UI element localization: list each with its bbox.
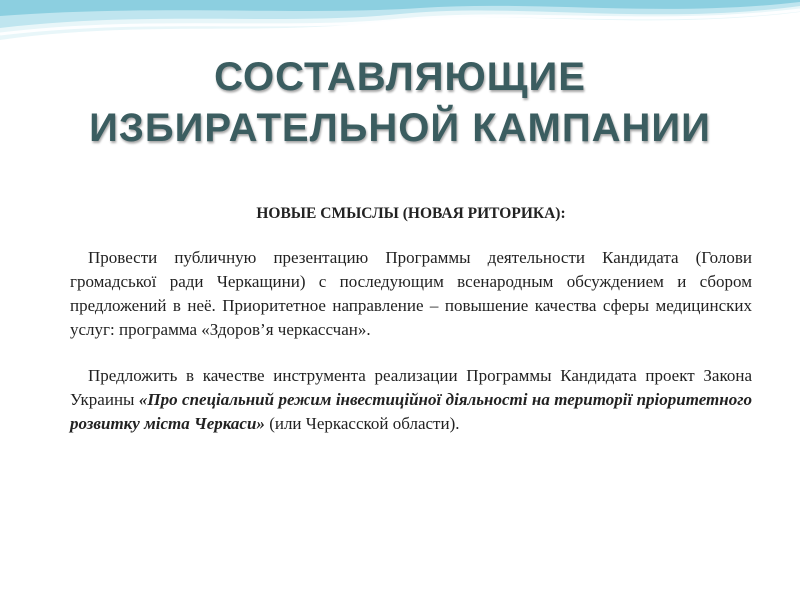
title-line-2: ИЗБИРАТЕЛЬНОЙ КАМПАНИИ <box>89 106 711 150</box>
decorative-waves <box>0 0 800 60</box>
slide-title <box>0 52 800 154</box>
subheading: НОВЫЕ СМЫСЛЫ (НОВАЯ РИТОРИКА): <box>256 205 566 222</box>
paragraph-1: Провести публичную презентацию Программы деятельности Кандидата (Голови громадської ради Черкащини) с последующим всенародным обсуждением и сбором предложений в неё. Приоритетное направление – повышение качества сферы медицинских услуг: программа «Здоров’я черкассчан». <box>70 248 752 339</box>
paragraph-2-text-before: Предложить в качестве инструмента реализации Программы Кандидата проект Закона Украины <box>70 366 752 409</box>
paragraph-2 <box>70 364 752 436</box>
slide-content <box>70 203 752 458</box>
title-line-1: СОСТАВЛЯЮЩИЕ <box>214 55 586 99</box>
law-title-emphasis: «Про спеціальний режим інвестиційної діяльності на території пріоритетного розвитку міста Черкаси» <box>70 390 752 433</box>
paragraph-2-text-after: (или Черкасской области). <box>264 414 460 433</box>
